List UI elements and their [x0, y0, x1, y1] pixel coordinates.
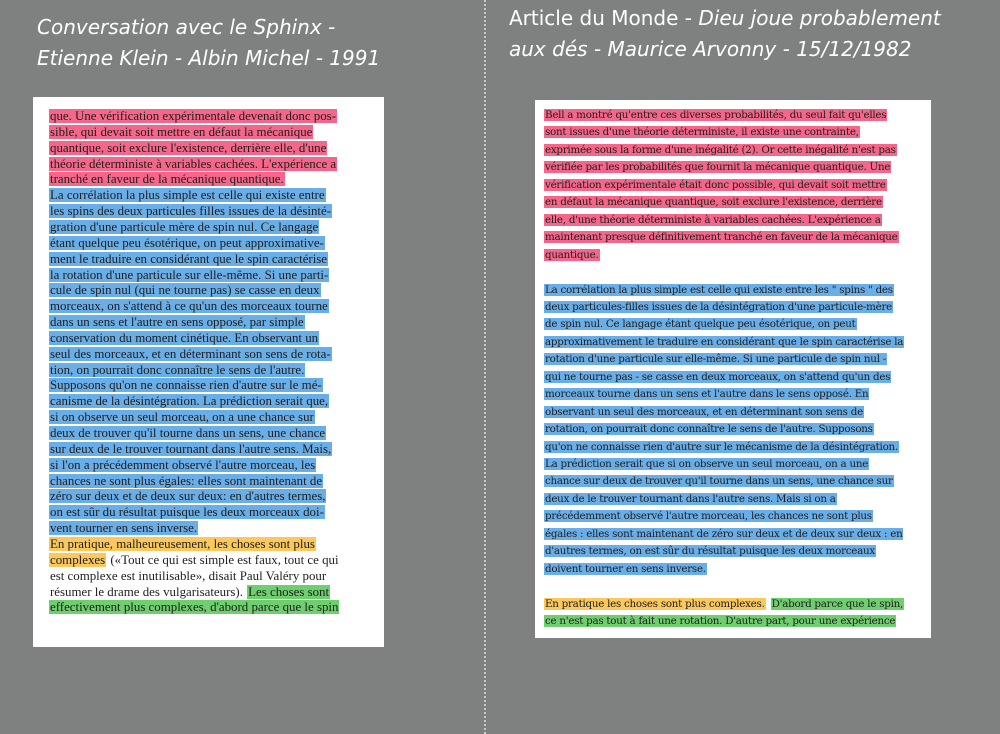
text-line: [544, 493, 837, 505]
text-line: [49, 253, 328, 266]
highlight-green: Les choses sont: [248, 584, 330, 599]
text-line: [544, 371, 891, 383]
text-line: [544, 249, 600, 261]
highlight-blue: deux de trouver qu'il tourne dans un sens, une chance: [50, 426, 326, 440]
highlight-blue: zéro sur deux et de deux sur deux: en d'autres termes,: [50, 489, 326, 504]
highlight-blue: rotation d'une particule sur elle-même. Si une particule de spin nul -: [545, 353, 886, 366]
right-caption: [509, 3, 941, 65]
highlight-blue: de spin nul. Ce langage étant quelque peu ésotérique, on peut: [545, 318, 856, 331]
text-line: [49, 284, 321, 297]
plain-text: est complexe est inutilisable», disait Paul Valéry pour: [50, 568, 327, 583]
text-line: [544, 301, 893, 313]
text-line: [544, 126, 860, 138]
highlight-blue: si on observe un seul morceau, on a une chance sur: [50, 410, 314, 425]
dotted-divider: [484, 0, 486, 734]
right-caption-source: Article du Monde -: [509, 6, 699, 30]
right-article-page: [535, 100, 931, 638]
text-line: [49, 237, 325, 250]
highlight-yellow: complexes: [50, 552, 106, 567]
highlight-pink: sible, qui devait soit mettre en défaut la mécanique: [50, 124, 313, 139]
highlight-blue: morceaux tourne dans un sens et l'autre dans le sens opposé. En: [545, 388, 869, 401]
right-caption-title-part1: Dieu joue probablement: [698, 6, 941, 30]
highlight-pink: théorie déterministe à variables cachées. L'expérience a: [50, 156, 337, 171]
highlight-blue: morceaux, on s'attend à ce qu'un des morceaux tourne: [50, 299, 328, 314]
text-line: [544, 423, 874, 435]
highlight-pink: vérifiée par les probabilités que fournit la mécanique quantique. Une: [545, 161, 891, 174]
text-line: [544, 510, 873, 522]
text-line: [544, 458, 869, 470]
text-line: [544, 336, 904, 348]
highlight-pink: en défaut la mécanique quantique, soit exclure l'existence, derrière: [545, 196, 882, 209]
highlight-blue: qu'on ne connaisse rien d'autre sur le mécanisme de la désintégration.: [545, 440, 898, 453]
text-line: [49, 475, 323, 488]
text-line: [49, 300, 329, 313]
right-caption-line2: aux dés - Maurice Arvonny - 15/12/1982: [509, 37, 912, 61]
text-line: [49, 316, 305, 329]
text-line: [49, 221, 319, 234]
text-line: [544, 353, 887, 365]
highlight-blue: conservation du moment cinétique. En observant un: [50, 330, 319, 345]
highlight-blue: La corrélation la plus simple est celle qui existe entre les " spins " des: [545, 283, 893, 296]
plain-text: («Tout ce qui est simple est faux, tout ce qui: [107, 552, 339, 567]
highlight-blue: La prédiction serait que si on observe un seul morceau, on a une: [545, 458, 869, 470]
text-line: [544, 388, 869, 400]
text-line: [544, 144, 897, 156]
text-line: [544, 214, 882, 226]
text-line: [49, 158, 337, 171]
left-caption-line1: Conversation avec le Sphinx -: [37, 15, 336, 39]
text-line: [49, 443, 332, 456]
text-line: [544, 406, 864, 418]
highlight-blue: Supposons qu'on ne connaisse rien d'autre sur le mé-: [50, 378, 322, 393]
highlight-blue: chances ne sont plus égales: elles sont maintenant de: [50, 473, 323, 488]
highlight-pink: quantique.: [545, 248, 599, 261]
highlight-blue: dans un sens et l'autre en sens opposé, par simple: [50, 315, 304, 330]
highlight-blue: rotation, on pourrait donc connaître le sens de l'autre. Supposons: [545, 423, 873, 436]
highlight-green: ce n'est pas tout à fait une rotation. D'autre part, pour une expérience: [545, 615, 896, 628]
highlight-blue: précédemment observé l'autre morceau, les chances ne sont plus: [545, 510, 872, 523]
highlight-blue: d'autres termes, on est sûr du résultat puisque les deux morceaux: [545, 545, 875, 558]
text-line: [49, 522, 198, 535]
highlight-pink: quantique, soit exclure l'existence, derrière elle, d'une: [50, 140, 327, 155]
text-line: [49, 348, 332, 361]
highlight-blue: cule de spin nul (qui ne tourne pas) se casse en deux: [50, 283, 320, 298]
text-line: [544, 196, 883, 208]
text-line: [49, 490, 326, 503]
text-line: [49, 269, 329, 282]
plain-text: [766, 598, 771, 610]
highlight-blue: vent tourner en sens inverse.: [50, 521, 198, 536]
highlight-blue: tion, on pourrait donc connaître le sens de l'autre.: [50, 362, 305, 377]
text-line: [49, 364, 305, 377]
highlight-blue: qui ne tourne pas - se casse en deux morceaux, on s'attend qu'un des: [545, 370, 891, 383]
highlight-blue: observant un seul des morceaux, et en déterminant son sens de: [545, 405, 863, 418]
highlight-blue: égales : elles sont maintenant de zéro sur deux et de deux sur deux : en: [545, 527, 903, 540]
text-line: [49, 189, 326, 202]
text-line: [544, 528, 903, 540]
text-line: [49, 142, 327, 155]
highlight-yellow: En pratique, malheureusement, les choses sont plus: [50, 536, 315, 551]
text-line: [49, 459, 316, 472]
highlight-blue: canisme de la désintégration. La prédiction serait que,: [50, 394, 329, 409]
text-line: [544, 545, 876, 557]
text-line: [544, 318, 857, 330]
text-line: [544, 109, 887, 121]
plain-text: résumer le drame des vulgarisateurs).: [50, 584, 247, 599]
text-line: [49, 601, 339, 614]
text-line: [544, 598, 904, 610]
highlight-blue: La corrélation la plus simple est celle qui existe entre: [50, 188, 325, 203]
text-line: [49, 538, 316, 551]
highlight-pink: exprimée sous la forme d'une inégalité (2). Or cette inégalité n'est pas: [545, 143, 896, 156]
highlight-pink: maintenant presque définitivement tranché en faveur de la mécanique: [545, 231, 898, 244]
text-line: [49, 586, 330, 599]
highlight-blue: seul des morceaux, et en déterminant son sens de rota-: [50, 346, 331, 361]
text-line: [49, 506, 325, 519]
highlight-blue: étant quelque peu ésotérique, on peut approximative-: [50, 235, 324, 250]
highlight-blue: sur deux de le trouver tournant dans l'autre sens. Mais,: [50, 441, 332, 456]
text-line: [544, 284, 894, 296]
highlight-blue: deux de le trouver tournant dans l'autre sens. Mais si on a: [545, 492, 836, 505]
highlight-yellow: En pratique les choses sont plus complexes.: [545, 597, 765, 610]
highlight-blue: doivent tourner en sens inverse.: [545, 562, 706, 575]
text-line: [544, 161, 891, 173]
text-line: [49, 126, 313, 139]
highlight-pink: vérification expérimentale était donc possible, qui devait soit mettre: [545, 178, 886, 191]
text-line: [544, 615, 896, 627]
text-line: [49, 411, 315, 424]
highlight-pink: que. Une vérification expérimentale devenait donc pos-: [50, 109, 336, 123]
left-caption: [37, 12, 380, 74]
left-caption-line2: Etienne Klein - Albin Michel - 1991: [37, 46, 381, 70]
text-line: [49, 205, 332, 218]
highlight-blue: approximativement le traduire en considérant que le spin caractérise la: [545, 335, 904, 348]
highlight-blue: chance sur deux de trouver qu'il tourne dans un sens, une chance sur: [545, 475, 893, 488]
highlight-green: D'abord parce que le spin,: [771, 597, 904, 610]
text-line: [544, 441, 899, 453]
highlight-blue: gration d'une particule mère de spin nul. Ce langage: [50, 219, 319, 234]
text-line: [49, 554, 340, 567]
text-line: [544, 231, 899, 243]
highlight-green: effectivement plus complexes, d'abord parce que le spin: [50, 600, 339, 615]
text-line: [544, 475, 894, 487]
highlight-blue: la rotation d'une particule sur elle-même. Si une parti-: [50, 267, 329, 282]
highlight-blue: si l'on a précédemment observé l'autre morceau, les: [50, 457, 316, 472]
text-line: [49, 427, 326, 440]
text-line: [49, 570, 327, 583]
left-book-page: [33, 97, 384, 647]
text-line: [49, 332, 319, 345]
highlight-pink: tranché en faveur de la mécanique quantique.: [50, 172, 284, 187]
highlight-pink: sont issues d'une théorie déterministe, il existe une contrainte,: [545, 126, 859, 139]
highlight-blue: deux particules-filles issues de la désintégration d'une particule-mère: [545, 300, 893, 313]
highlight-blue: ment le traduire en considérant que le spin caractérise: [50, 251, 328, 266]
text-line: [49, 110, 337, 123]
highlight-pink: elle, d'une théorie déterministe à variables cachées. L'expérience a: [545, 213, 881, 226]
text-line: [49, 173, 285, 186]
text-line: [544, 563, 707, 575]
highlight-blue: on est sûr du résultat puisque les deux morceaux doi-: [50, 505, 324, 520]
text-line: [49, 379, 323, 392]
text-line: [49, 395, 329, 408]
highlight-blue: les spins des deux particules filles issues de la désinté-: [50, 204, 332, 219]
highlight-pink: Bell a montré qu'entre ces diverses probabilités, du seul fait qu'elles: [545, 109, 887, 121]
text-line: [544, 179, 887, 191]
